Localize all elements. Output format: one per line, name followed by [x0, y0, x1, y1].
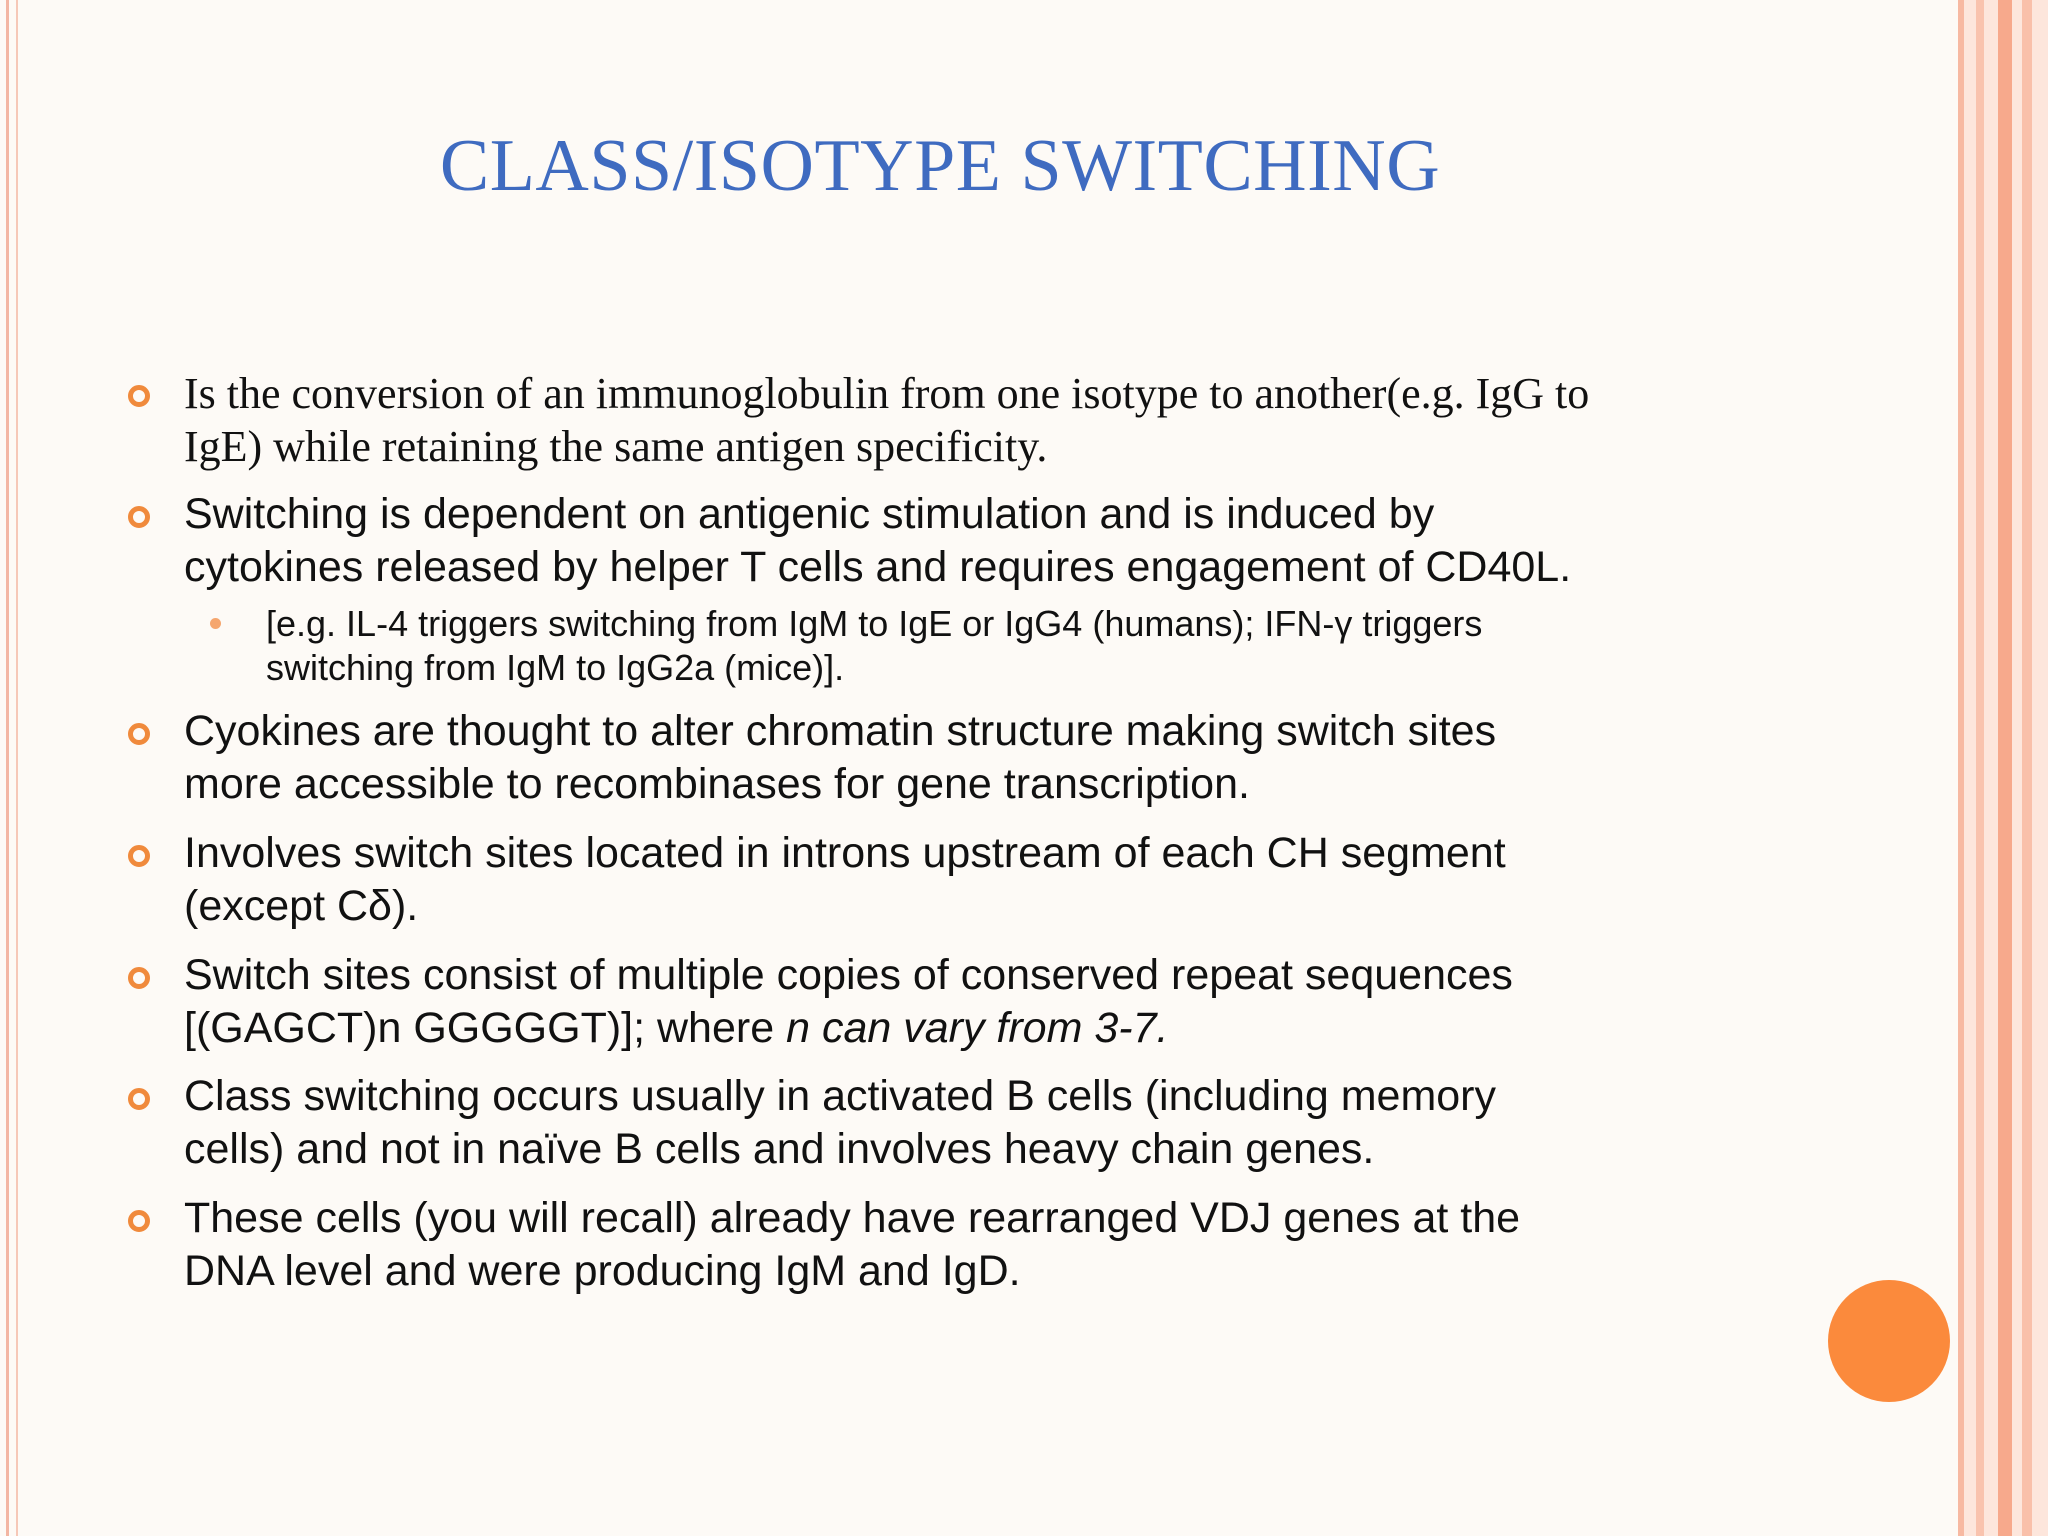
bullet-marker — [128, 845, 150, 867]
list-item: Cyokines are thought to alter chromatin structure making switch sites more accessible to recombinases for gene transcription. — [184, 705, 1764, 811]
list-item: Is the conversion of an immunoglobulin from one isotype to another(e.g. IgG to IgE) while retaining the same antigen specificity. — [184, 367, 1764, 473]
decorative-circle — [1828, 1280, 1950, 1402]
list-item: Class switching occurs usually in activated B cells (including memory cells) and not in naïve B cells and involves heavy chain genes. — [184, 1070, 1764, 1176]
bullet-marker — [128, 723, 150, 745]
bullet-marker — [128, 1088, 150, 1110]
list-item: These cells (you will recall) already have rearranged VDJ genes at the DNA level and were producing IgM and IgD. — [184, 1192, 1764, 1298]
list-item: Switching is dependent on antigenic stimulation and is induced by cytokines released by helper T cells and requires engagement of CD40L. — [184, 488, 1764, 594]
bullet-marker — [128, 506, 150, 528]
sub-bullet-marker — [210, 618, 221, 629]
list-item: Switch sites consist of multiple copies of conserved repeat sequences [(GAGCT)n GGGGGT)]; where n can vary from 3-7. — [184, 949, 1764, 1055]
bullet-marker — [128, 385, 150, 407]
right-stripe — [2022, 0, 2032, 1536]
sub-list-item: [e.g. IL-4 triggers switching from IgM to IgE or IgG4 (humans); IFN-γ triggers switching from IgM to IgG2a (mice)]. — [266, 602, 1666, 690]
list-item: Involves switch sites located in introns upstream of each CH segment (except Cδ). — [184, 827, 1764, 933]
right-stripe — [1958, 0, 1964, 1536]
left-border-line — [6, 0, 9, 1536]
right-stripe — [1998, 0, 2012, 1536]
bullet-marker — [128, 1210, 150, 1232]
slide-title: CLASS/ISOTYPE SWITCHING — [439, 125, 1441, 207]
bullet-marker — [128, 967, 150, 989]
left-border-line — [16, 0, 18, 1536]
right-stripe — [1976, 0, 1984, 1536]
